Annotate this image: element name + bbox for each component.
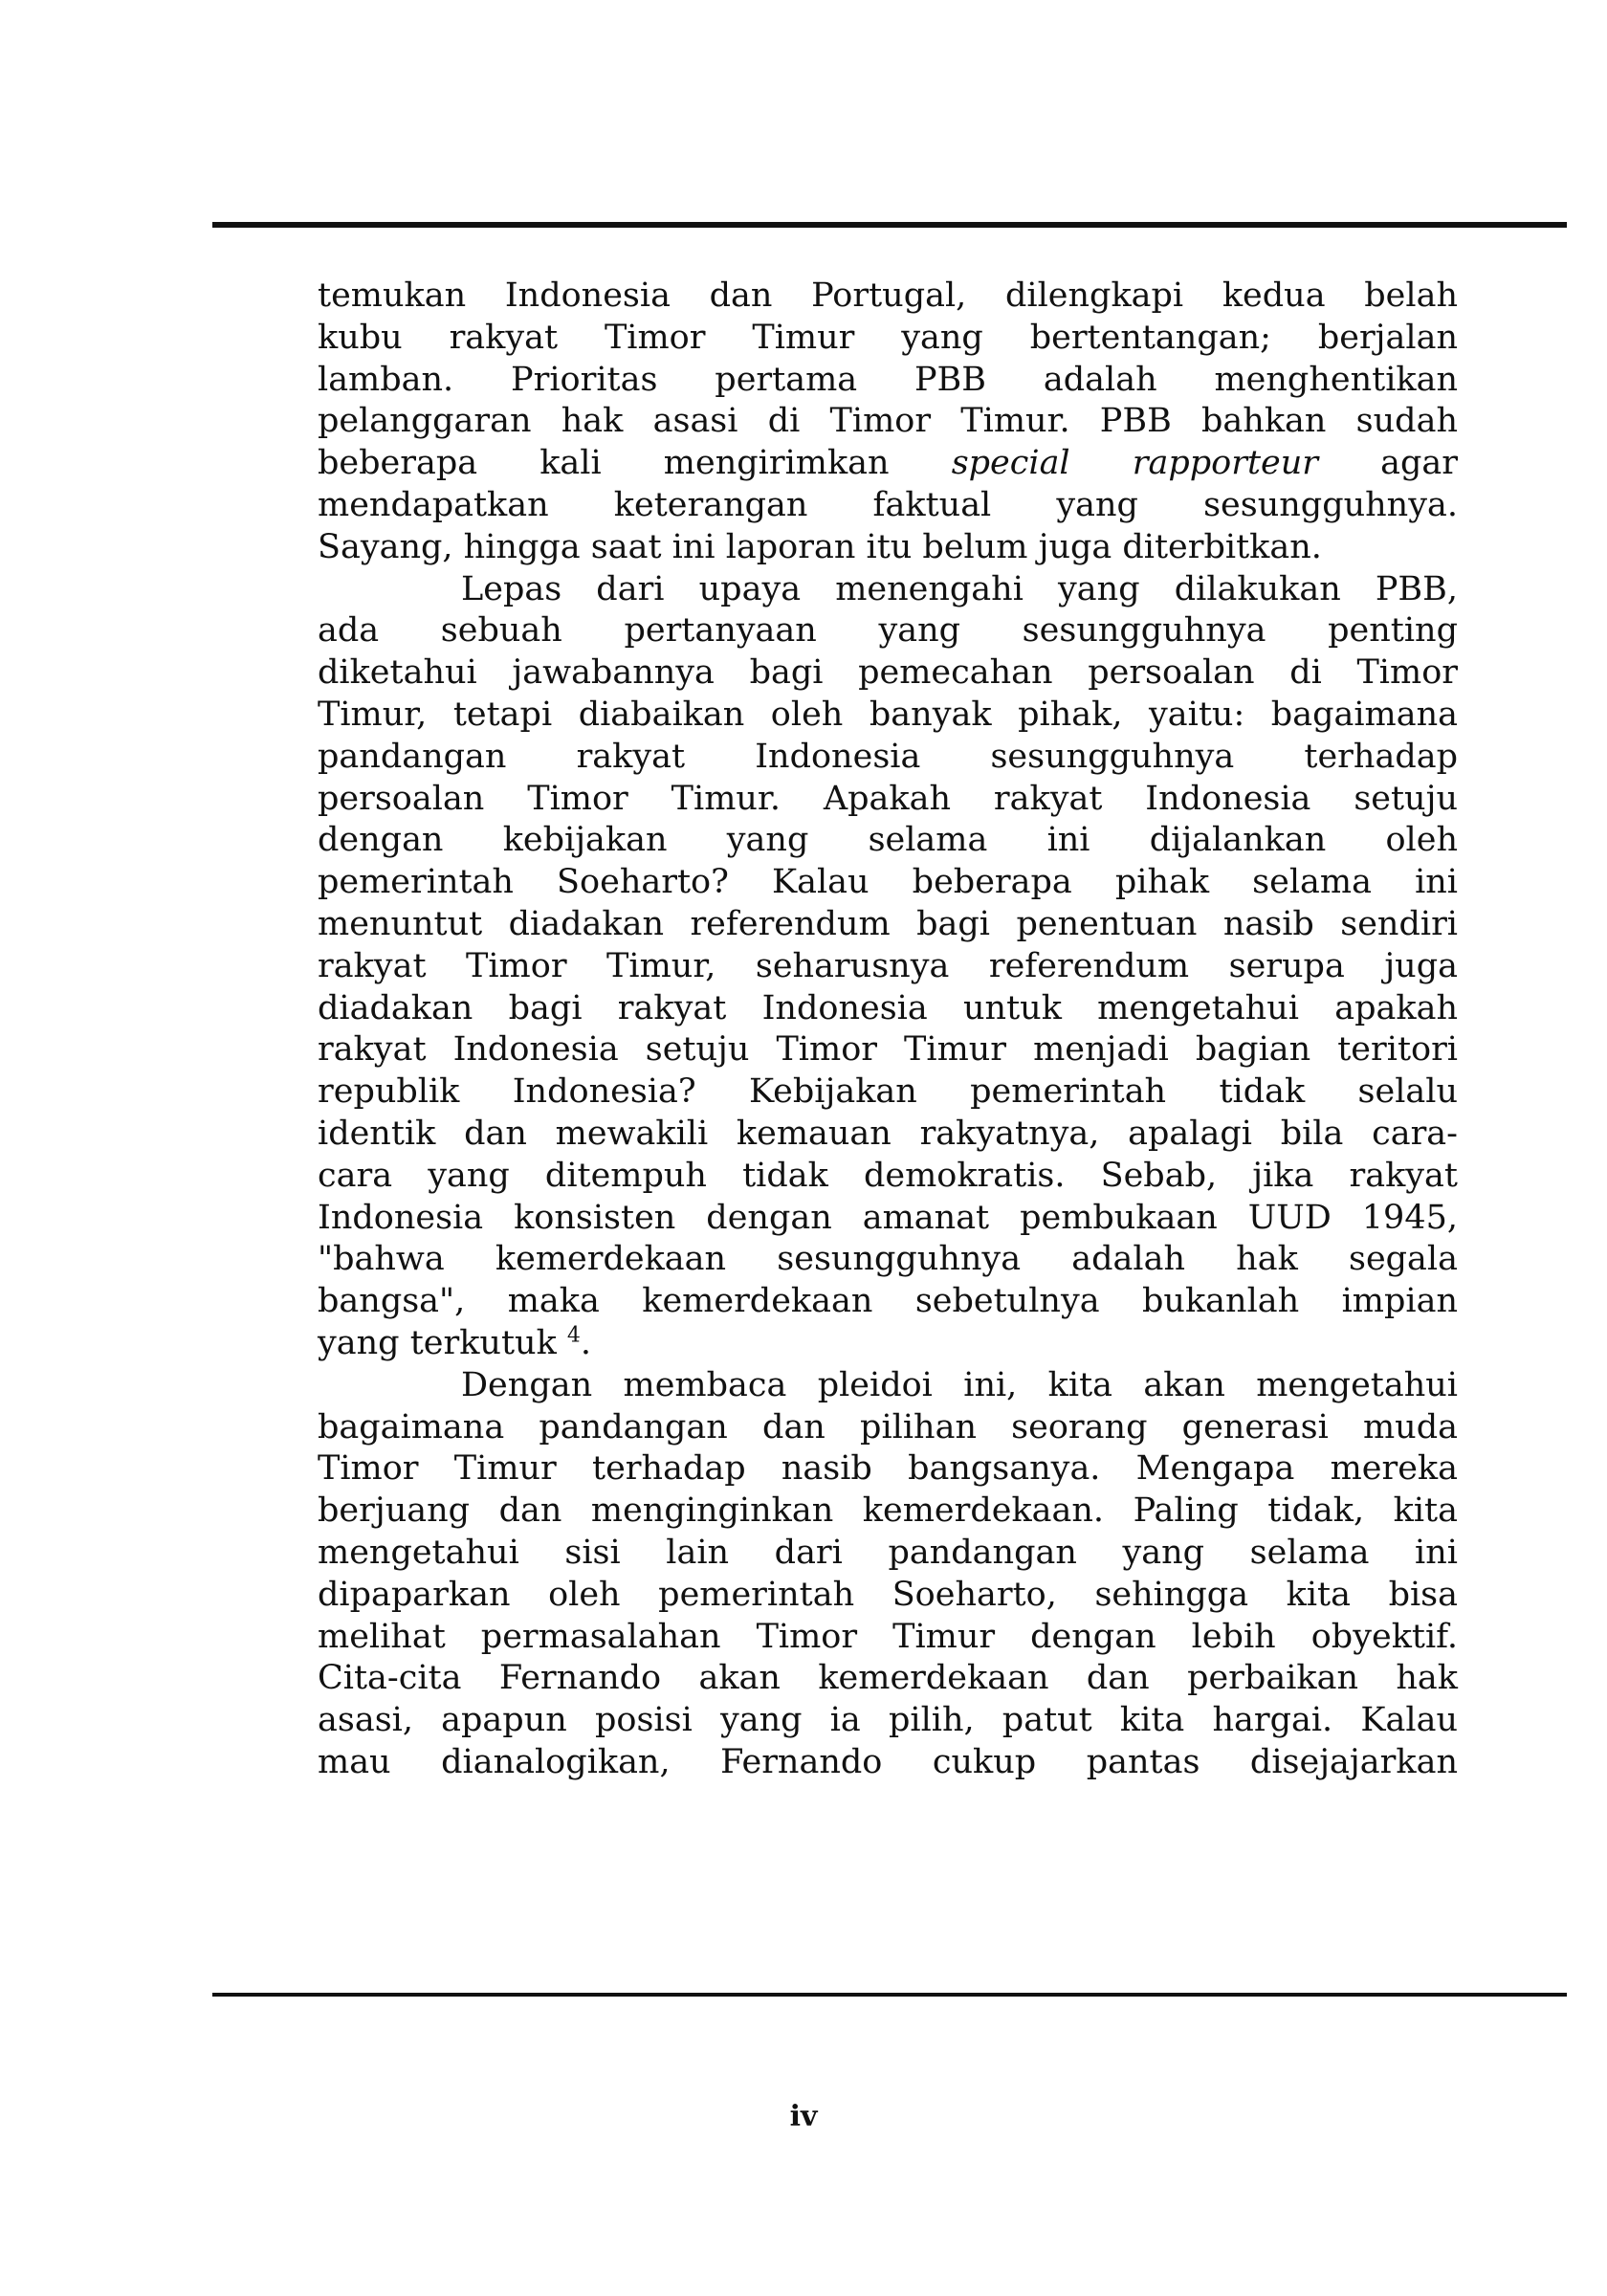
text-line: menuntut diadakan referendum bagi penentuan nasib sendiri [318, 904, 1458, 943]
text-line: pelanggaran hak asasi di Timor Timur. PBB bahkan sudah [318, 402, 1458, 441]
text-line: temukan Indonesia dan Portugal, dilengkapi kedua belah [318, 276, 1458, 315]
footnote-marker: 4 [566, 1323, 581, 1348]
text-line: bangsa", maka kemerdekaan sebetulnya bukanlah impian [318, 1282, 1458, 1321]
text-line: "bahwa kemerdekaan sesungguhnya adalah hak segala [318, 1240, 1458, 1279]
text-line-with-footnote [318, 1323, 1458, 1365]
text-line: mengetahui sisi lain dari pandangan yang selama ini [318, 1533, 1458, 1572]
text-line: diadakan bagi rakyat Indonesia untuk mengetahui apakah [318, 988, 1458, 1027]
text-line: berjuang dan menginginkan kemerdekaan. Paling tidak, kita [318, 1491, 1458, 1531]
paragraph-first-line: Dengan membaca pleidoi ini, kita akan mengetahui [461, 1365, 1458, 1404]
text-line: Indonesia konsisten dengan amanat pembukaan UUD 1945, [318, 1198, 1458, 1237]
text-line: melihat permasalahan Timor Timur dengan lebih obyektif. [318, 1617, 1458, 1656]
text-line: asasi, apapun posisi yang ia pilih, patut kita hargai. Kalau [318, 1701, 1458, 1740]
text-line: pemerintah Soeharto? Kalau beberapa pihak selama ini [318, 863, 1458, 902]
text-line: Cita-cita Fernando akan kemerdekaan dan perbaikan hak [318, 1659, 1458, 1698]
text-line: persoalan Timor Timur. Apakah rakyat Indonesia setuju [318, 779, 1458, 818]
text-line: pandangan rakyat Indonesia sesungguhnya terhadap [318, 737, 1458, 776]
text-line: lamban. Prioritas pertama PBB adalah menghentikan [318, 360, 1458, 399]
text-line: rakyat Indonesia setuju Timor Timur menjadi bagian teritori [318, 1030, 1458, 1070]
text-line: ada sebuah pertanyaan yang sesungguhnya penting [318, 611, 1458, 651]
text-line: Timur, tetapi diabaikan oleh banyak pihak, yaitu: bagaimana [318, 695, 1458, 734]
text-line: identik dan mewakili kemauan rakyatnya, apalagi bila cara- [318, 1114, 1458, 1153]
text-segment: agar [1318, 444, 1458, 483]
text-line-with-italic [318, 443, 1458, 485]
text-segment: . [580, 1323, 592, 1362]
paragraph-first-line: Lepas dari upaya menengahi yang dilakukan PBB, [461, 569, 1458, 608]
text-line: dipaparkan oleh pemerintah Soeharto, sehingga kita bisa [318, 1575, 1458, 1614]
text-segment: beberapa kali mengirimkan [318, 444, 952, 483]
text-line: cara yang ditempuh tidak demokratis. Sebab, jika rakyat [318, 1156, 1458, 1195]
page-number: iv [789, 2100, 818, 2133]
text-line: republik Indonesia? Kebijakan pemerintah tidak selalu [318, 1072, 1458, 1112]
text-line: bagaimana pandangan dan pilihan seorang generasi muda [318, 1407, 1458, 1446]
bottom-rule [212, 1993, 1567, 1997]
text-line: mendapatkan keterangan faktual yang sesungguhnya. [318, 485, 1458, 524]
italic-term: special rapporteur [951, 444, 1318, 483]
text-line: mau dianalogikan, Fernando cukup pantas disejajarkan [318, 1742, 1458, 1781]
body-text [318, 276, 1458, 1784]
text-line: Sayang, hingga saat ini laporan itu belum juga diterbitkan. [318, 527, 1322, 566]
text-line: Timor Timur terhadap nasib bangsanya. Mengapa mereka [318, 1449, 1458, 1489]
text-segment: yang terkutuk [318, 1323, 567, 1362]
top-rule [212, 222, 1567, 228]
text-line: dengan kebijakan yang selama ini dijalankan oleh [318, 821, 1458, 860]
text-line: diketahui jawabannya bagi pemecahan persoalan di Timor [318, 653, 1458, 693]
text-line: kubu rakyat Timor Timur yang bertentangan; berjalan [318, 318, 1458, 357]
text-line: rakyat Timor Timur, seharusnya referendum serupa juga [318, 946, 1458, 985]
